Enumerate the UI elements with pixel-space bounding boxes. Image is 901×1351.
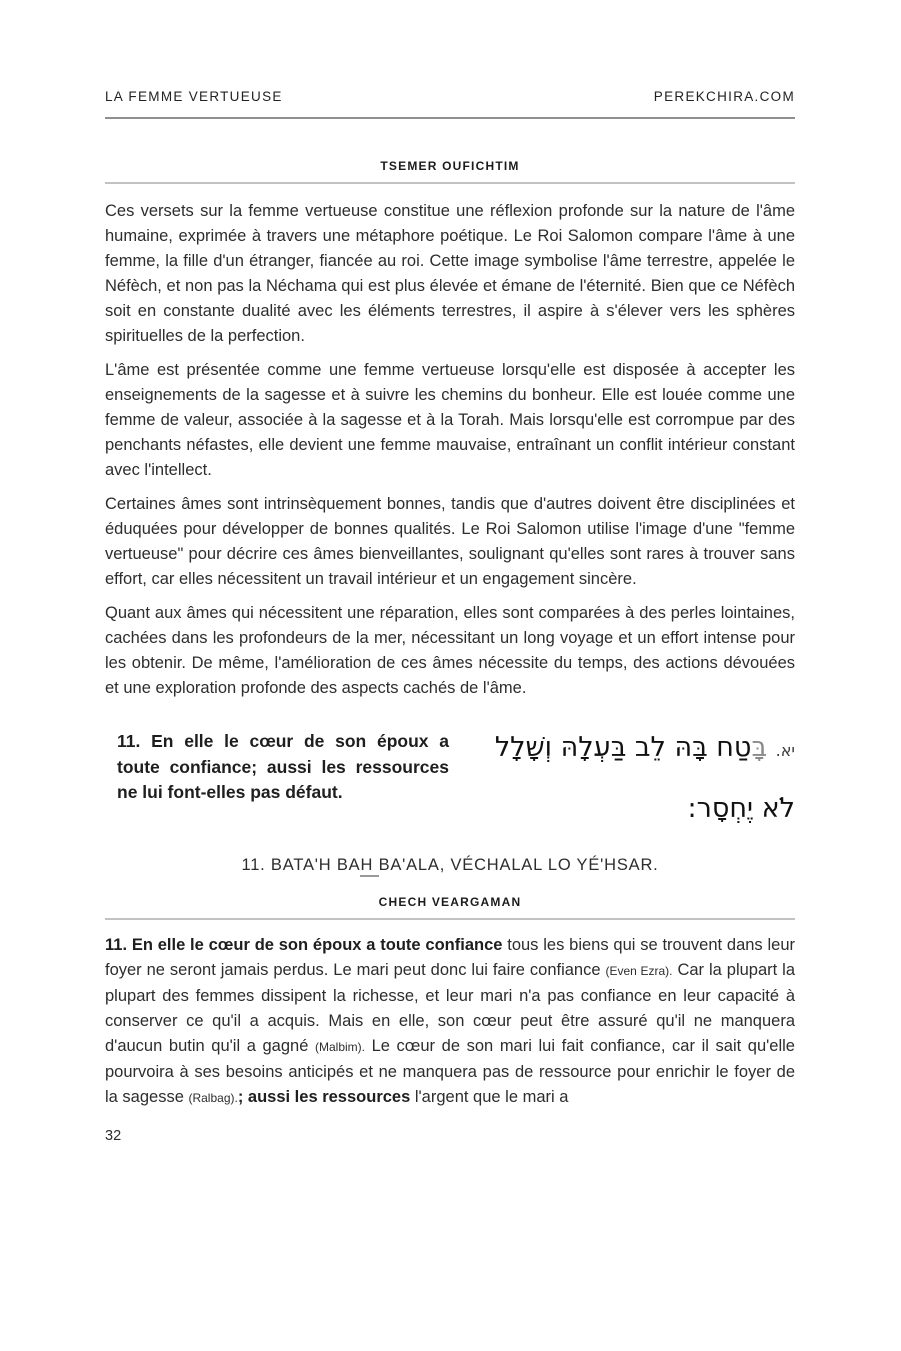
section-heading-tsemer: TSEMER OUFICHTIM [380,159,520,173]
page-number: 32 [105,1127,122,1144]
page-header [105,89,795,105]
commentary-source-even-ezra: (Even Ezra). [605,964,673,978]
hebrew-line-1 [449,719,795,780]
transliteration-underlined-letter: H [360,856,378,877]
commentary-text-2: Car la plupart la plupart des femmes dissipent la richesse, et leur mari n'a pas confiance en leur capacité à conserver ce qu'il a acquis. Mais en elle, son cœur peut être assuré qu'il ne manquera d'aucun butin qu'il a gagné [105,961,796,1055]
section-rule-chech [105,918,795,920]
commentary-text-1: tous les biens qui se trouvent dans leur foyer ne seront jamais perdus. Le mari peut donc lui faire confiance [105,936,795,979]
paragraph-3: Certaines âmes sont intrinsèquement bonnes, tandis que d'autres doivent être disciplinées et éduquées pour développer de bonnes qualités. Le Roi Salomon utilise l'image d'une "femme vertueuse" pour décrire ces âmes bienveillantes, soulignant qu'elles sont rares à trouver sans effort, car elles nécessitent un travail intérieur et un engagement sincère. [105,495,795,588]
header-rule [105,117,795,119]
commentary-source-malbim: (Malbim). [314,1040,365,1054]
hebrew-first-letter: בָּ [751,732,768,763]
commentary-bold-2: ; aussi les ressources [237,1088,411,1106]
header-site-name: PEREKCHIRA.COM [653,89,795,104]
transliteration-end: BA'ALA, VÉCHALAL LO YÉ'HSAR. [378,856,659,874]
paragraph-1: Ces versets sur la femme vertueuse constitue une réflexion profonde sur la nature de l'âme humaine, exprimée à travers une métaphore poétique. Le Roi Salomon compare l'âme à une femme, la fille d'un étranger, fiancée au roi. Cette image symbolise l'âme terrestre, appelée le Néfèch, et non pas la Néchama qui est plus élevée et émane de l'éternité. Bien que ce Néfèch soit en constante dualité avec les éléments terrestres, il aspire à s'élever vers les sphères spirituelles de la perfection. [105,202,795,345]
header-book-title: LA FEMME VERTUEUSE [105,89,283,104]
paragraph-2: L'âme est présentée comme une femme vertueuse lorsqu'elle est disposée à accepter les enseignements de la sagesse et à suivre les chemins du bonheur. Elle est louée comme une femme de valeur, associée à la sagesse et à la Torah. Mais lorsqu'elle est corrompue par des penchants néfastes, elle devient une femme mauvaise, entraînant un conflit intérieur constant avec l'intellect. [105,361,795,479]
hebrew-line-2: לֹא יֶחְסָר: [687,793,795,824]
section-heading-chech: CHECH VEARGAMAN [378,895,522,909]
commentary-bold-lead: 11. En elle le cœur de son époux a toute confiance [105,936,503,954]
commentary-text-4: l'argent que le mari a [410,1088,569,1106]
paragraph-4: Quant aux âmes qui nécessitent une réparation, elles sont comparées à des perles lointaines, cachées dans les profondeurs de la mer, nécessitant un long voyage et un effort intense pour les obtenir. De même, l'amélioration de ces âmes nécessite du temps, des actions dévouées et une exploration profonde des aspects cachés de l'âme. [105,604,795,697]
commentary-source-ralbag: (Ralbag). [188,1091,238,1105]
verse-hebrew-text [449,719,795,838]
verse-transliteration [105,855,795,875]
section-rule-tsemer [105,182,795,184]
commentary-text-3: Le cœur de son mari lui fait confiance, car il sait qu'elle pourvoira à ses besoins anticipés et ne manquera pas de ressource pour enrichir le foyer de la sagesse [105,1037,795,1106]
verse-block [105,719,795,838]
transliteration-start: 11. BATA'H BA [241,856,361,874]
hebrew-line-1-text: טַח בָּהּ לֵב בַּעְלָהּ וְשָׁלָל [494,732,752,763]
verse-french-translation: 11. En elle le cœur de son époux a toute confiance; aussi les ressources ne lui font-elles pas défaut. [117,731,449,802]
commentary-paragraph [105,933,795,1111]
hebrew-verse-number: יא. [775,741,795,760]
